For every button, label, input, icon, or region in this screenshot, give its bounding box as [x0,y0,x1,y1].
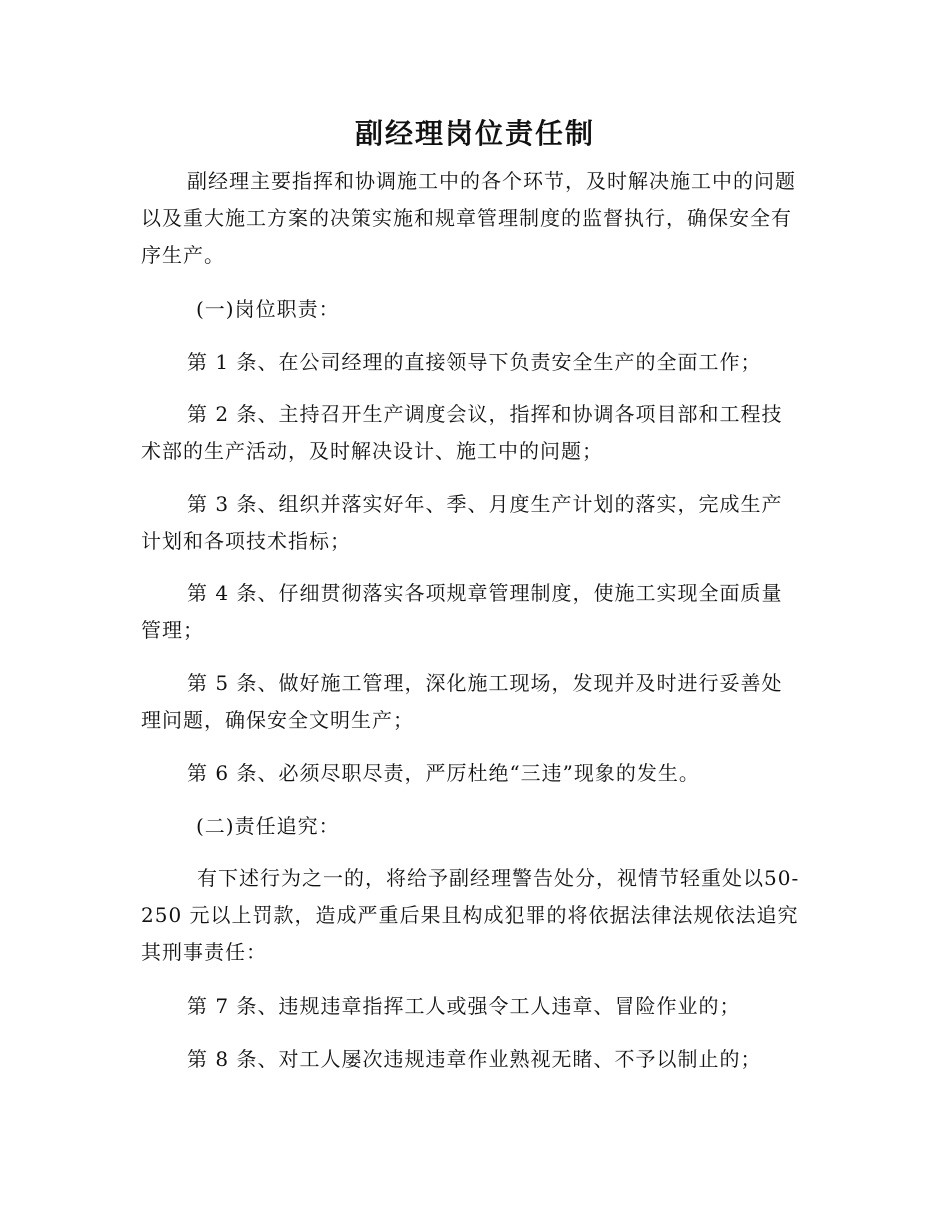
liability-item-8: 第 8 条、对工人屡次违规违章作业熟视无睹、不予以制止的； [187,1047,762,1071]
section-heading-duties: (一)岗位职责： [196,297,340,321]
duty-item-5: 第 5 条、做好施工管理，深化施工现场，发现并及时进行妥善处理问题，确保安全文明生产； [141,671,783,732]
duty-item-2: 第 2 条、主持召开生产调度会议，指挥和协调各项目部和工程技术部的生产活动，及时解决设计、施工中的问题； [141,402,783,463]
duty-item-1: 第 1 条、在公司经理的直接领导下负责安全生产的全面工作； [187,350,762,374]
section-heading-liability: (二)责任追究： [196,814,340,838]
intro-paragraph: 副经理主要指挥和协调施工中的各个环节，及时解决施工中的问题以及重大施工方案的决策实施和规章管理制度的监督执行，确保安全有序生产。 [141,169,796,267]
liability-item-7: 第 7 条、违规违章指挥工人或强令工人违章、冒险作业的； [187,994,741,1018]
duty-item-6: 第 6 条、必须尽职尽责，严厉杜绝“三违”现象的发生。 [187,761,700,785]
document-title: 副经理岗位责任制 [354,117,595,150]
duty-item-4: 第 4 条、仔细贯彻落实各项规章管理制度，使施工实现全面质量管理； [141,581,783,642]
liability-intro-paragraph: 有下述行为之一的，将给予副经理警告处分，视情节轻重处以50-250 元以上罚款，造成严重后果且构成犯罪的将依据法律法规依法追究其刑事责任： [141,866,800,964]
duty-item-3: 第 3 条、组织并落实好年、季、月度生产计划的落实，完成生产计划和各项技术指标； [141,492,783,553]
